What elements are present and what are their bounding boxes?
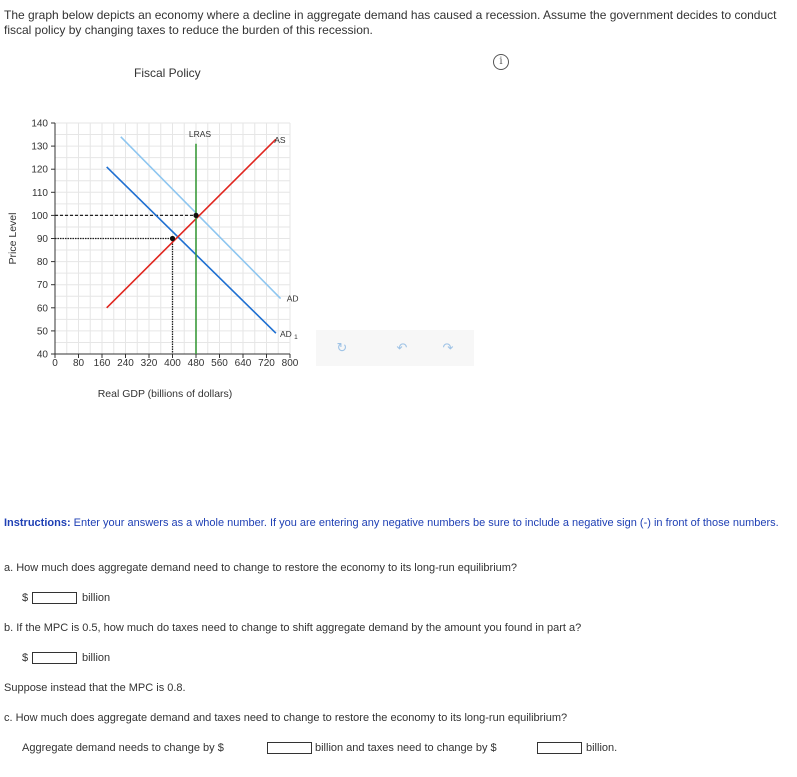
x-axis-label: Real GDP (billions of dollars) — [97, 388, 233, 400]
question-c: c. How much does aggregate demand and taxes need to change to restore the economy to its long-run equilibrium? — [4, 712, 568, 724]
x-tick-label: 160 — [93, 358, 111, 369]
x-tick-label: 80 — [72, 358, 85, 369]
billion-label-b: billion — [82, 652, 111, 664]
c-ad-label: Aggregate demand needs to change by $ — [22, 742, 224, 754]
question-a: a. How much does aggregate demand need to change to restore the economy to its long-run equilibrium? — [4, 562, 518, 574]
x-tick-label: 240 — [117, 358, 134, 369]
fiscal-policy-chart[interactable] — [0, 100, 310, 410]
reset-icon[interactable]: ↻ — [336, 340, 348, 355]
graph-tool-panel — [316, 330, 474, 366]
dollar-sign-a: $ — [22, 592, 29, 604]
curve-label-as: AS — [274, 134, 286, 145]
curve-label-lras: LRAS — [188, 128, 212, 139]
curve-ad — [121, 137, 281, 299]
equilibrium-point-2 — [170, 236, 175, 241]
intro-text: The graph below depicts an economy where a decline in aggregate demand has caused a recession. Assume the government decides to conduct fiscal policy by changing taxes to reduce the burden of this recession. — [4, 8, 777, 37]
x-tick-label: 640 — [234, 358, 252, 369]
answer-c-ad-input[interactable] — [267, 742, 312, 754]
y-tick-label: 40 — [36, 349, 48, 361]
x-tick-label: 0 — [52, 358, 58, 369]
x-tick-label: 800 — [281, 358, 299, 369]
billion-label-a: billion — [82, 592, 111, 604]
y-tick-label: 80 — [36, 257, 48, 269]
answer-b-input[interactable] — [32, 652, 77, 664]
y-tick-label: 90 — [36, 234, 48, 245]
redo-icon[interactable]: ↷ — [442, 340, 454, 355]
c-mid-label: billion and taxes need to change by $ — [315, 742, 497, 754]
c-end-label: billion. — [586, 742, 618, 754]
curve-label-ad: AD — [286, 293, 299, 304]
curve-as — [107, 139, 276, 308]
x-tick-label: 560 — [211, 358, 228, 369]
x-tick-label: 320 — [140, 358, 158, 369]
undo-icon[interactable]: ↶ — [396, 340, 408, 355]
answer-a-input[interactable] — [32, 592, 77, 604]
equilibrium-point-1 — [193, 213, 198, 218]
y-tick-label: 120 — [31, 164, 48, 176]
question-b: b. If the MPC is 0.5, how much do taxes need to change to shift aggregate demand by the amount you found in part a? — [4, 622, 582, 634]
y-tick-label: 70 — [36, 280, 48, 292]
instructions — [4, 516, 789, 531]
dollar-sign-b: $ — [22, 652, 29, 664]
suppose-text: Suppose instead that the MPC is 0.8. — [4, 682, 186, 694]
y-tick-label: 110 — [32, 187, 48, 199]
y-tick-label: 140 — [31, 118, 48, 130]
info-icon[interactable]: i — [493, 54, 509, 70]
y-tick-label: 60 — [36, 303, 48, 315]
instructions-label: Instructions: — [4, 517, 71, 529]
instructions-text: Enter your answers as a whole number. If you are entering any negative numbers be sure to include a negative sign (-) in front of those numbers. — [70, 517, 779, 529]
x-tick-label: 480 — [187, 358, 205, 369]
y-tick-label: 50 — [36, 326, 48, 338]
curve-label-ad1-subscript: 1 — [294, 334, 298, 342]
answer-c-tax-input[interactable] — [537, 742, 582, 754]
x-tick-label: 400 — [164, 358, 181, 369]
y-tick-label: 130 — [31, 141, 48, 153]
y-tick-label: 100 — [31, 210, 48, 222]
chart-title: Fiscal Policy — [134, 66, 201, 80]
curve-label-ad1: AD — [279, 329, 292, 340]
y-axis-label: Price Level — [7, 212, 19, 265]
x-tick-label: 720 — [258, 358, 275, 369]
